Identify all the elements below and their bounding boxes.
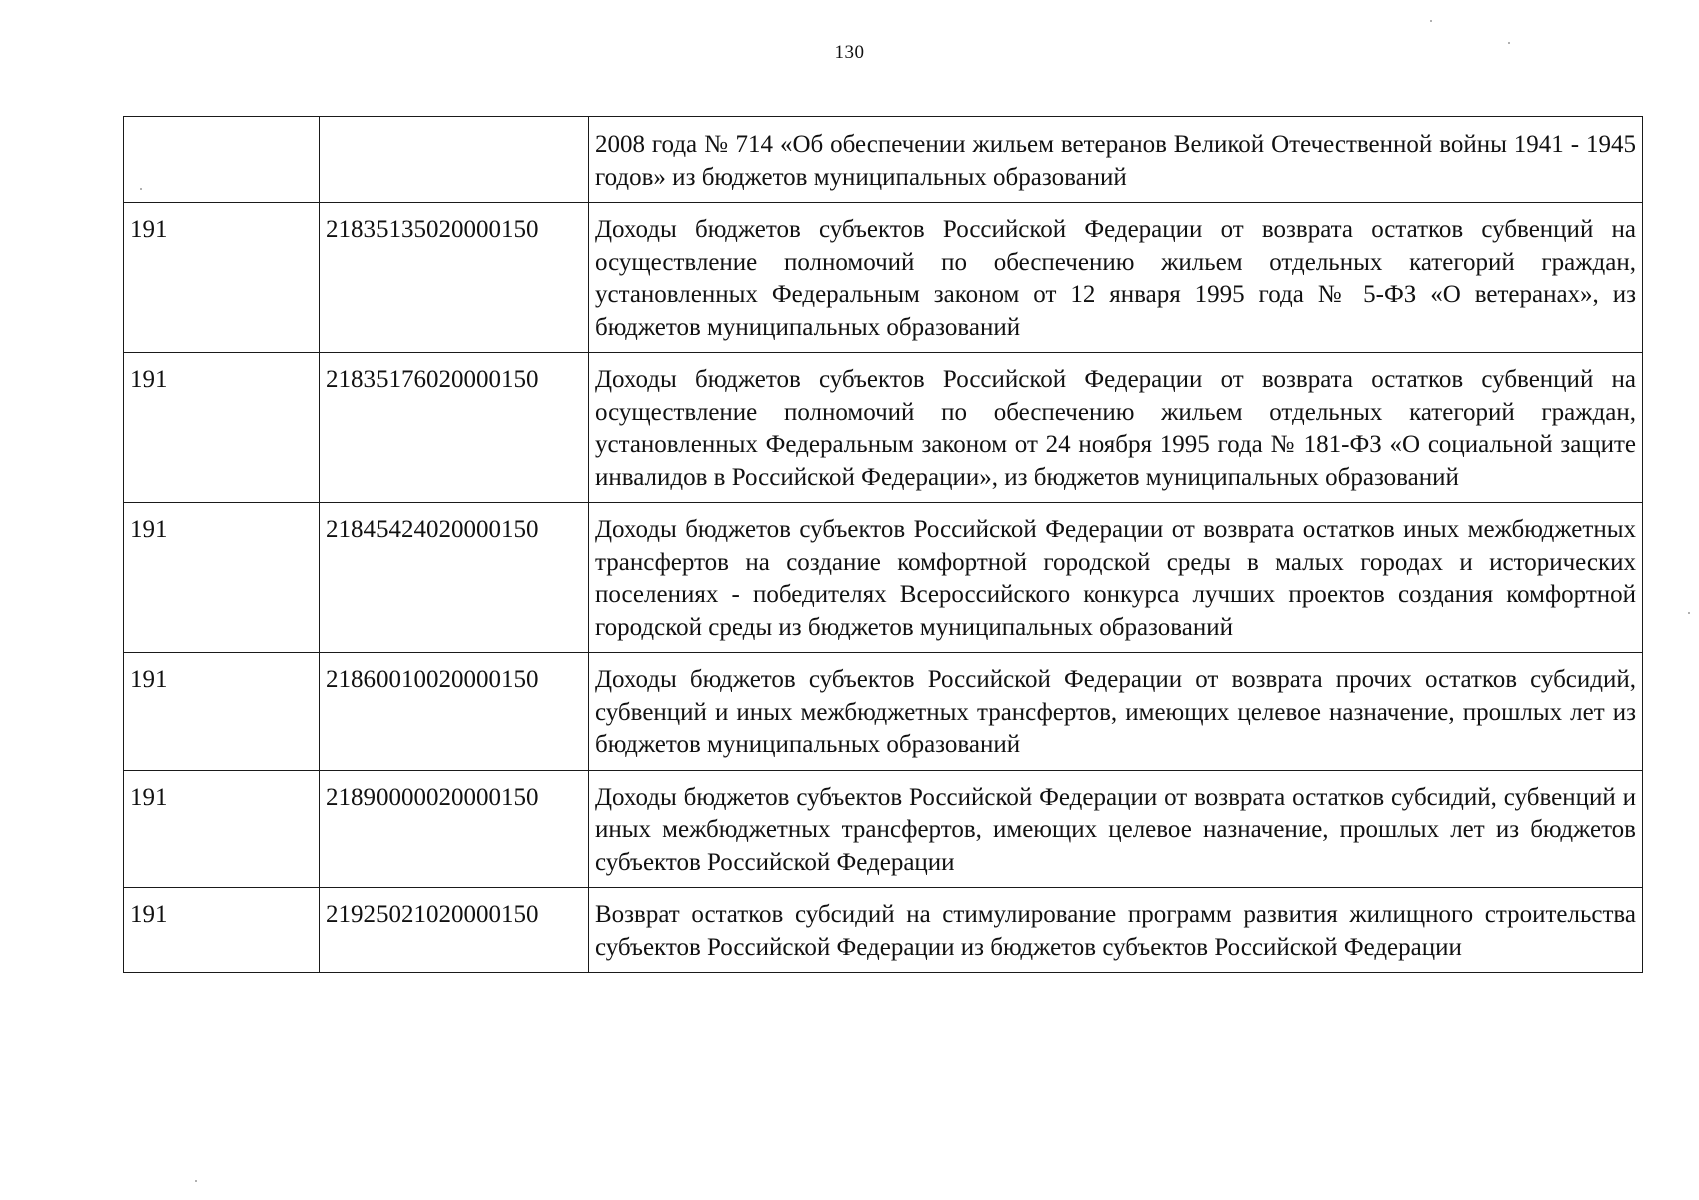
revenue-codes-table (123, 116, 1643, 973)
budget-code-cell: 21860010020000150 (320, 653, 589, 771)
revenue-name-cell: 2008 года № 714 «Об обеспечении жильем ветеранов Великой Отечественной войны 1941 - 1945 годов» из бюджетов муниципальных образований (589, 117, 1643, 203)
admin-code-cell: 191 (124, 203, 320, 353)
scan-speck (1508, 42, 1510, 44)
admin-code-cell: 191 (124, 353, 320, 503)
table-row (124, 503, 1643, 653)
revenue-name-cell: Доходы бюджетов субъектов Российской Федерации от возврата остатков субсидий, субвенций и иных межбюджетных трансфертов, имеющих целевое назначение, прошлых лет из бюджетов субъектов Российской Федерации (589, 770, 1643, 888)
admin-code-cell: 191 (124, 503, 320, 653)
admin-code-cell: 191 (124, 653, 320, 771)
table-row (124, 888, 1643, 973)
budget-code-cell (320, 117, 589, 203)
page-number: 130 (834, 42, 865, 63)
admin-code-cell: 191 (124, 770, 320, 888)
table-row (124, 117, 1643, 203)
revenue-name-cell: Доходы бюджетов субъектов Российской Федерации от возврата остатков субвенций на осуществление полномочий по обеспечению жильем отдельных категорий граждан, установленных Федеральным законом от 24 ноября 1995 года № 181-ФЗ «О социальной защите инвалидов в Российской Федерации», из бюджетов муниципальных образований (589, 353, 1643, 503)
table-row (124, 653, 1643, 771)
scan-speck (140, 188, 142, 190)
revenue-name-cell: Доходы бюджетов субъектов Российской Федерации от возврата остатков субвенций на осуществление полномочий по обеспечению жильем отдельных категорий граждан, установленных Федеральным законом от 12 января 1995 года № 5-ФЗ «О ветеранах», из бюджетов муниципальных образований (589, 203, 1643, 353)
scan-speck (195, 1180, 197, 1182)
table-row (124, 353, 1643, 503)
revenue-name-cell: Доходы бюджетов субъектов Российской Федерации от возврата прочих остатков субсидий, субвенций и иных межбюджетных трансфертов, имеющих целевое назначение, прошлых лет из бюджетов муниципальных образований (589, 653, 1643, 771)
scan-speck (1430, 20, 1432, 22)
table-row (124, 203, 1643, 353)
budget-code-cell: 21835176020000150 (320, 353, 589, 503)
revenue-name-cell: Доходы бюджетов субъектов Российской Федерации от возврата остатков иных межбюджетных трансфертов на создание комфортной городской среды в малых городах и исторических поселениях - победителях Всероссийского конкурса лучших проектов создания комфортной городской среды из бюджетов муниципальных образований (589, 503, 1643, 653)
budget-code-cell: 21890000020000150 (320, 770, 589, 888)
admin-code-cell: 191 (124, 888, 320, 973)
budget-code-cell: 21925021020000150 (320, 888, 589, 973)
scan-speck (1688, 612, 1690, 614)
table-row (124, 770, 1643, 888)
revenue-name-cell: Возврат остатков субсидий на стимулирование программ развития жилищного строительства субъектов Российской Федерации из бюджетов субъектов Российской Федерации (589, 888, 1643, 973)
admin-code-cell (124, 117, 320, 203)
budget-code-cell: 21835135020000150 (320, 203, 589, 353)
budget-code-cell: 21845424020000150 (320, 503, 589, 653)
